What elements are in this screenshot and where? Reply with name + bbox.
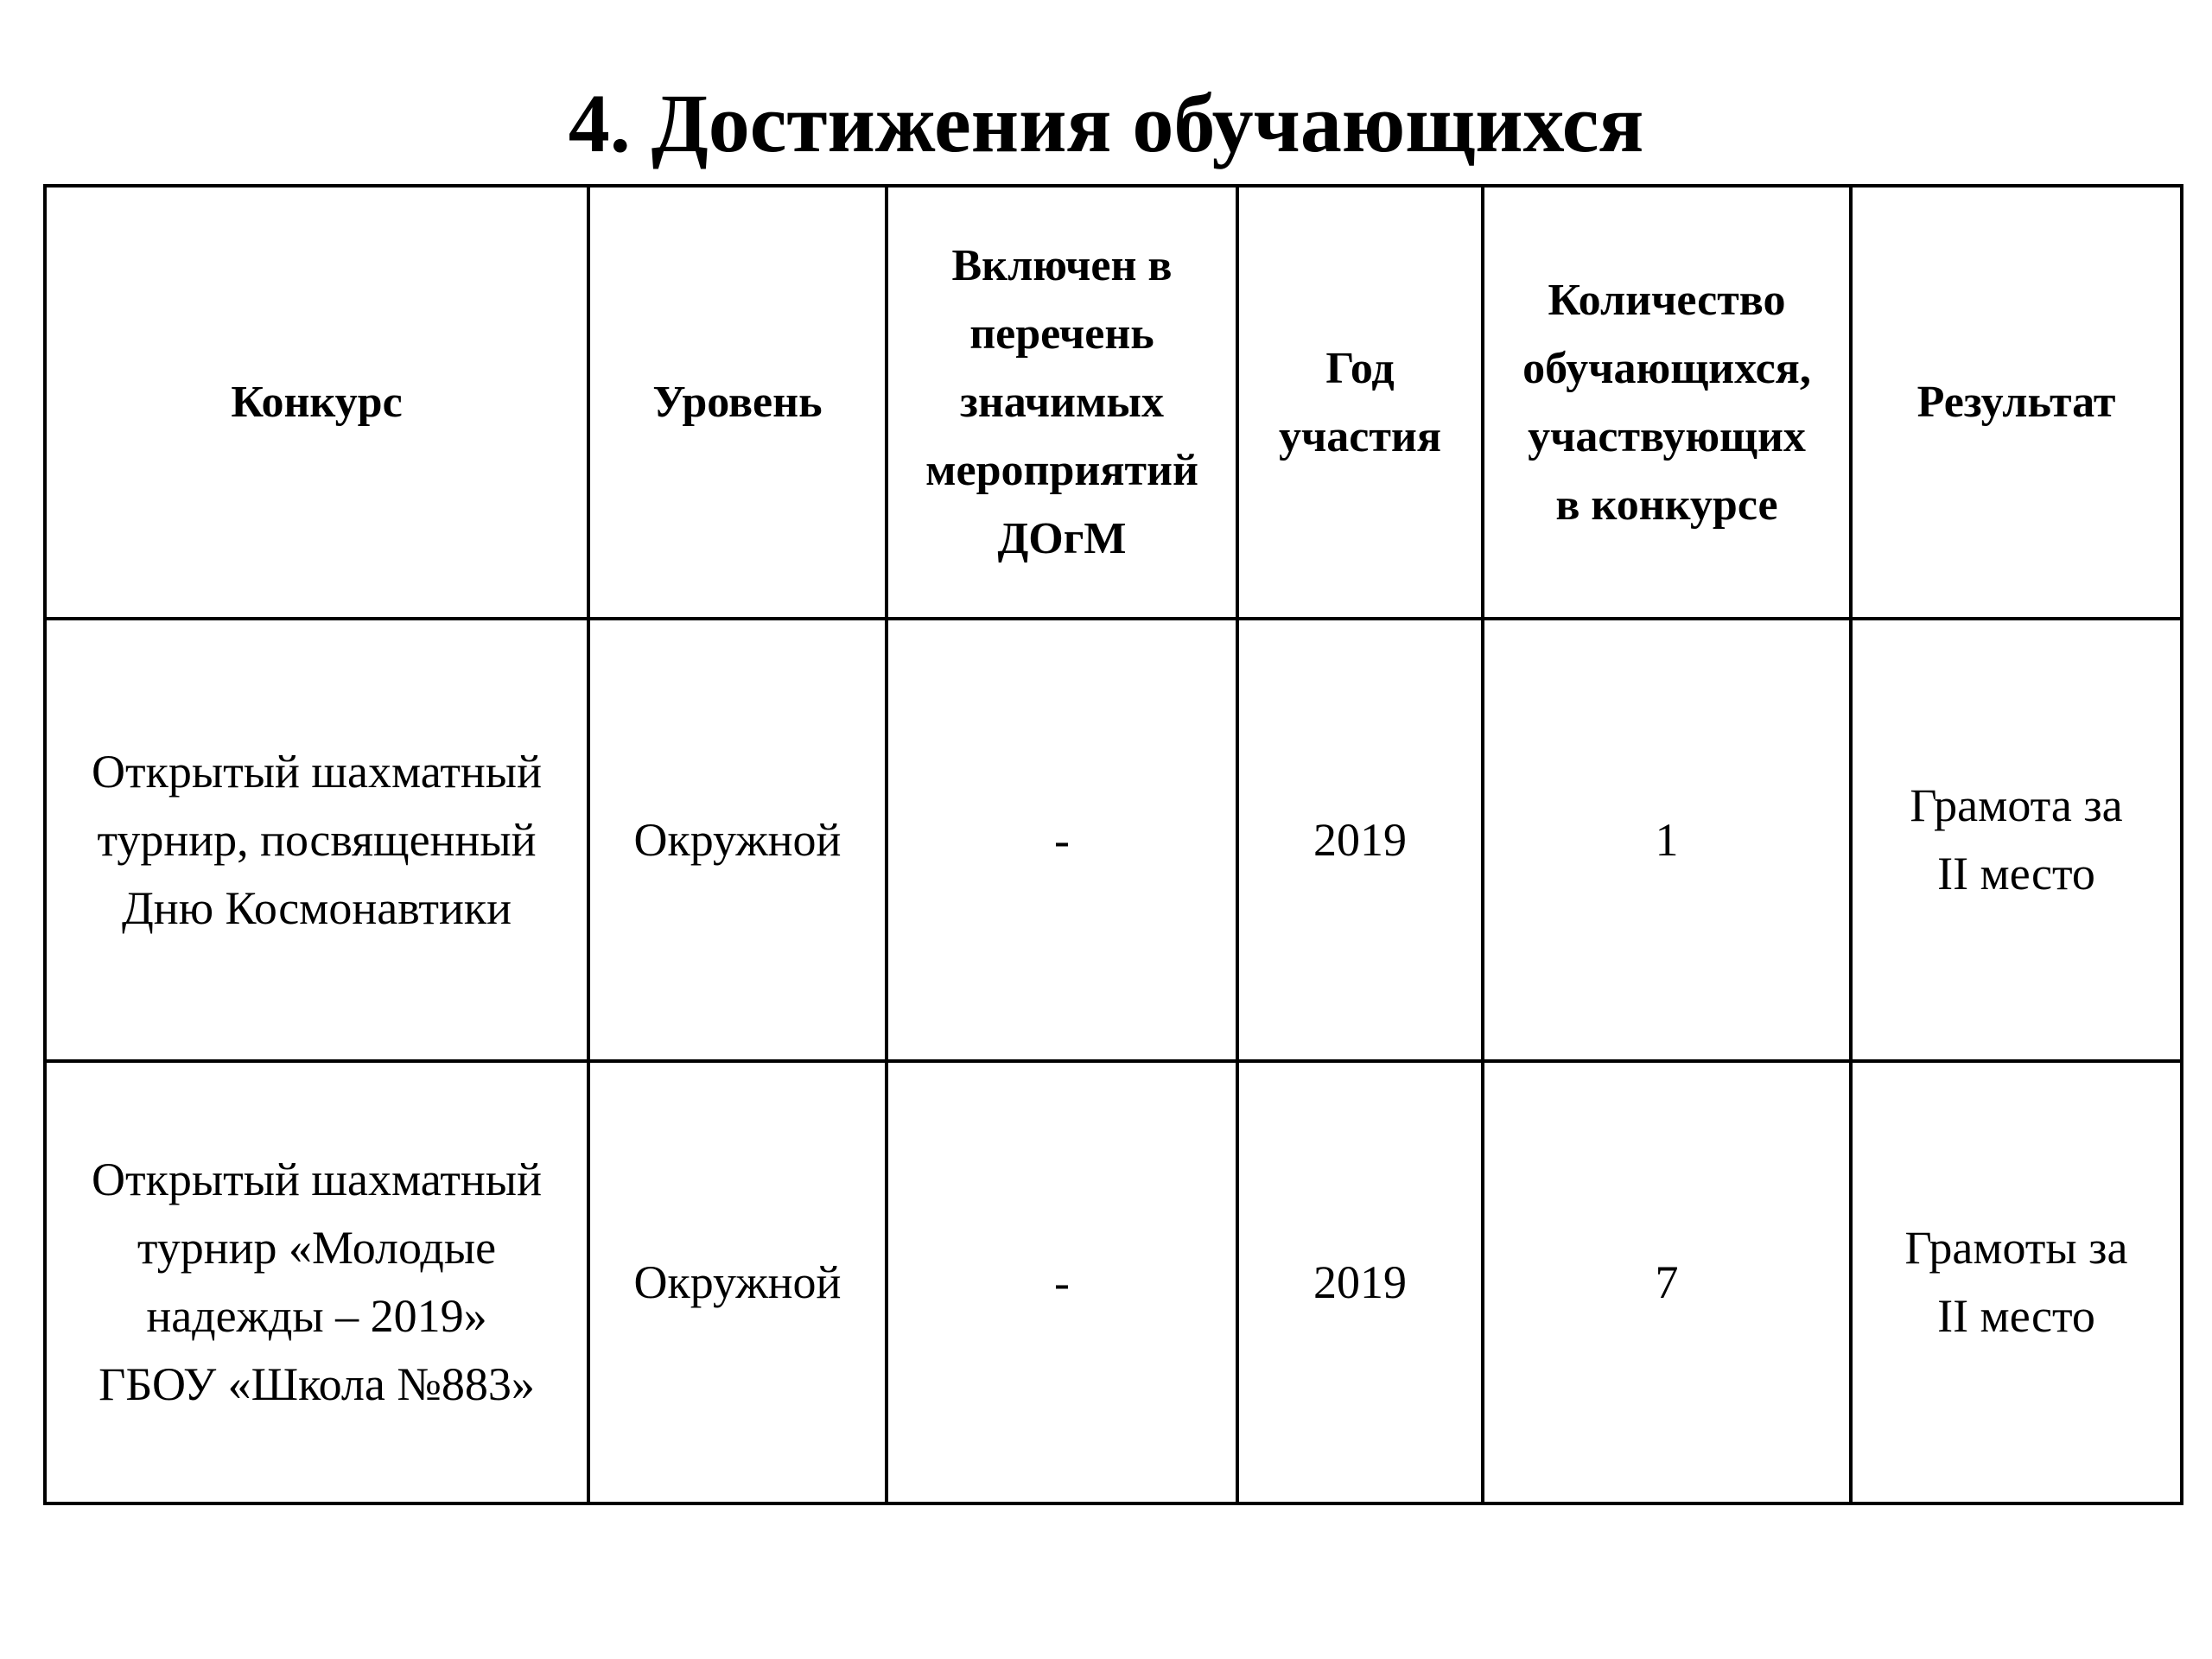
cell-included-in-list: - xyxy=(887,619,1237,1061)
header-result: Результат xyxy=(1851,186,2182,619)
table-header-row xyxy=(45,186,2182,619)
cell-included-in-list: - xyxy=(887,1061,1237,1503)
achievements-table xyxy=(43,184,2183,1505)
cell-level: Окружной xyxy=(588,619,887,1061)
cell-level: Окружной xyxy=(588,1061,887,1503)
cell-result: Грамота за II место xyxy=(1851,619,2182,1061)
cell-year: 2019 xyxy=(1237,1061,1483,1503)
page-title: 4. Достижения обучающихся xyxy=(568,77,1644,169)
table-row xyxy=(45,1061,2182,1503)
header-participants-count: Количество обучающихся, участвующих в конкурсе xyxy=(1483,186,1851,619)
cell-contest: Открытый шахматный турнир «Молодые надежды – 2019» ГБОУ «Школа №883» xyxy=(45,1061,588,1503)
cell-result: Грамоты за II место xyxy=(1851,1061,2182,1503)
cell-participants-count: 1 xyxy=(1483,619,1851,1061)
header-level: Уровень xyxy=(588,186,887,619)
header-contest: Конкурс xyxy=(45,186,588,619)
cell-year: 2019 xyxy=(1237,619,1483,1061)
header-year: Год участия xyxy=(1237,186,1483,619)
cell-contest: Открытый шахматный турнир, посвященный Дню Космонавтики xyxy=(45,619,588,1061)
header-included-in-list: Включен в перечень значимых мероприятий ДОгМ xyxy=(887,186,1237,619)
table-row xyxy=(45,619,2182,1061)
cell-participants-count: 7 xyxy=(1483,1061,1851,1503)
